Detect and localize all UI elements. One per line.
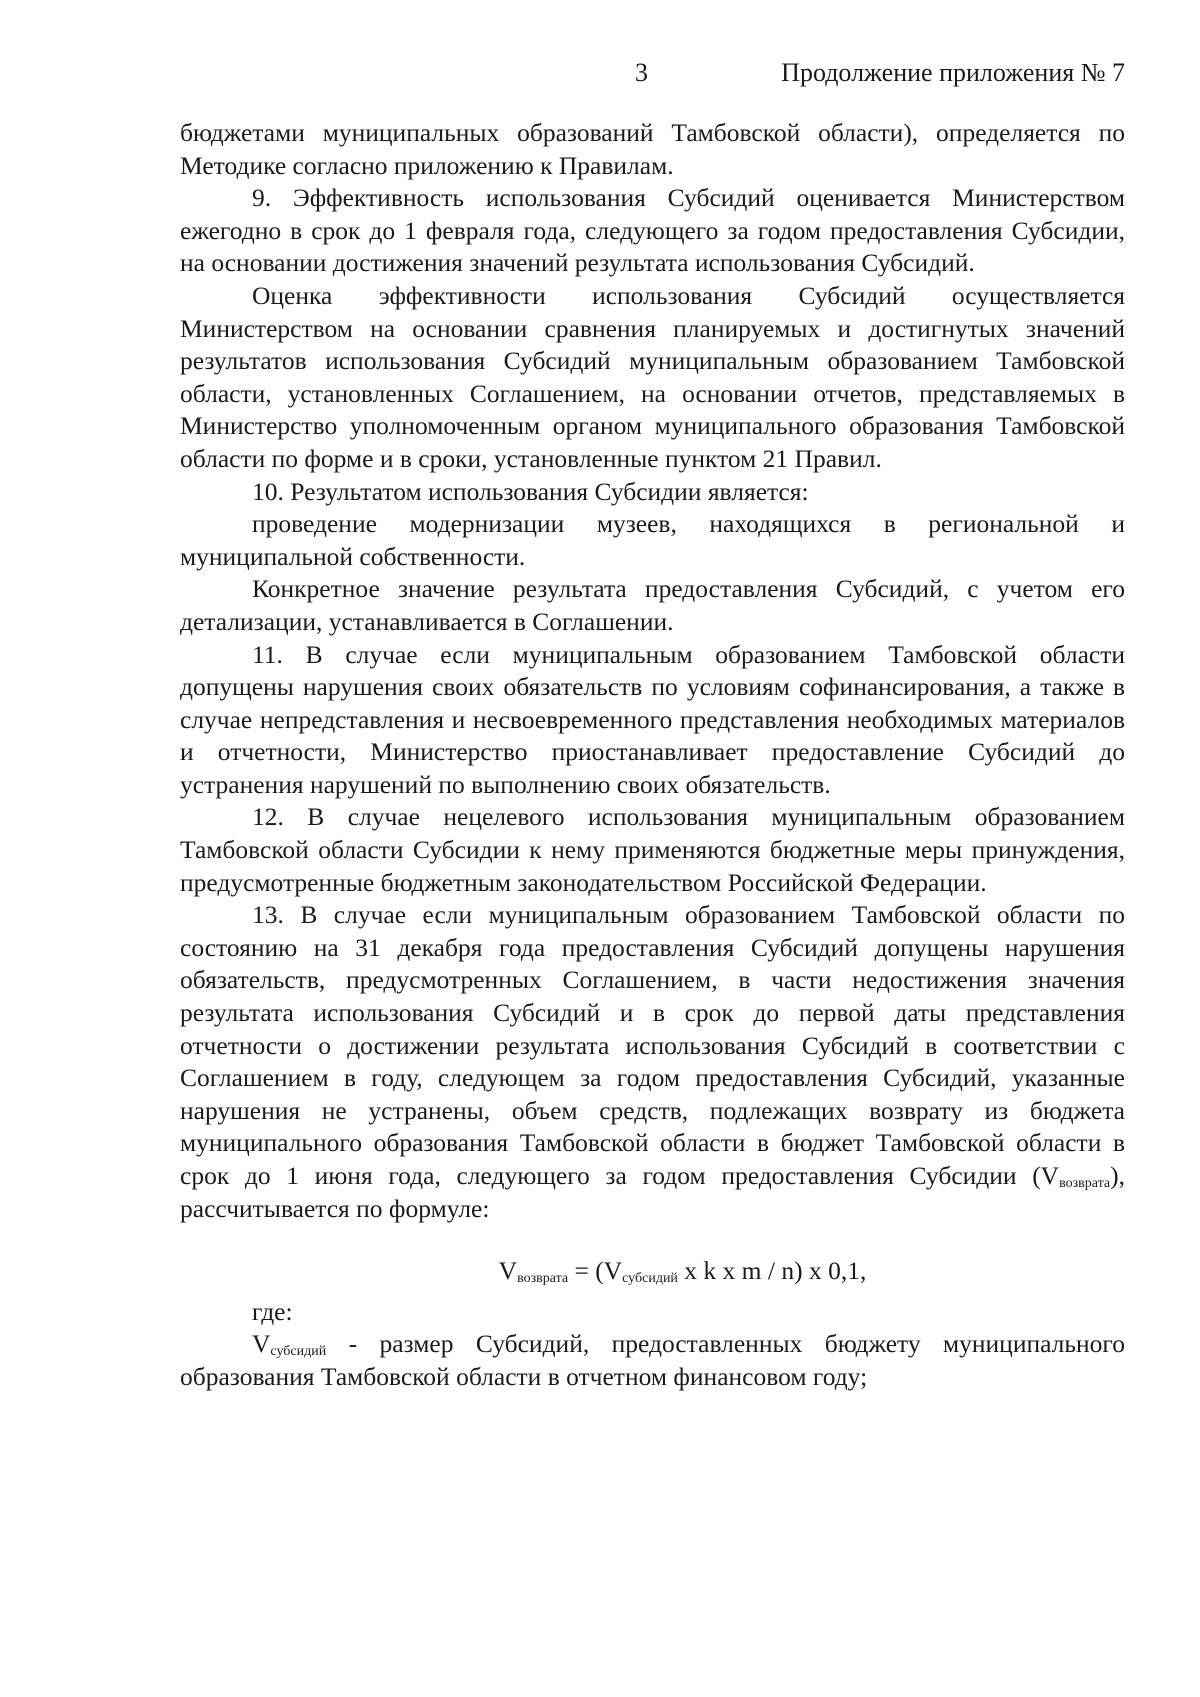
formula-tail: x k x m / n) x 0,1,: [677, 1256, 867, 1286]
definition-v: V: [252, 1329, 271, 1359]
paragraph-continuation: бюджетами муниципальных образований Тамбовской области), определяется по Методике согласно приложению к Правилам.: [180, 118, 1125, 180]
paragraph-item-9: 9. Эффективность использования Субсидий оценивается Министерством ежегодно в срок до 1 февраля года, следующего за годом предоставления Субсидии, на основании достижения значений результата использования Субсидий.: [180, 183, 1125, 278]
paragraph-item-13-text: 13. В случае если муниципальным образованием Тамбовской области по состоянию на 31 декабря года предоставления Субсидий допущены нарушения обязательств, предусмотренных Соглашением, в части недостижения значения результата использования Субсидий и в срок до первой даты представления отчетности о достижении результата использования Субсидий в соответствии с Соглашением в году, следующем за годом предоставления Субсидий, указанные нарушения не устранены, объем средств, подлежащих возврату из бюджета муниципального образования Тамбовской области в бюджет Тамбовской области в срок до 1 июня года, следующего за годом предоставления Субсидии (V: [180, 900, 1125, 1190]
paragraph-specific-value: Конкретное значение результата предоставления Субсидий, с учетом его детализации, устанавливается в Соглашении.: [180, 574, 1125, 636]
paragraph-item-10: 10. Результатом использования Субсидии является:: [252, 476, 809, 506]
paragraph-item-13-end: ), рассчитывается по формуле:: [180, 1161, 1125, 1223]
definition-text: - размер Субсидий, предоставленных бюджету муниципального образования Тамбовской области в отчетном финансовом году;: [180, 1329, 1125, 1391]
paragraph-evaluation: Оценка эффективности использования Субсидий осуществляется Министерством на основании сравнения планируемых и достигнутых значений результатов использования Субсидий муниципальным образованием Тамбовской области, установленных Соглашением, на основании отчетов, представляемых в Министерство уполномоченным органом муниципального образования Тамбовской области по форме и в сроки, установленные пунктом 21 Правил.: [180, 280, 1125, 473]
formula-sub-return: возврата: [517, 1271, 569, 1287]
page-number: 3: [635, 58, 648, 87]
paragraph-modernization: проведение модернизации музеев, находящихся в региональной и муниципальной собственности.: [180, 509, 1125, 571]
subscript-return: возврата: [1059, 1176, 1111, 1191]
paragraph-item-12: 12. В случае нецелевого использования муниципальным образованием Тамбовской области Субсидии к нему применяются бюджетные меры принуждения, предусмотренные бюджетным законодательством Российской Федерации.: [180, 802, 1125, 897]
page-header: [180, 58, 1125, 98]
formula-v: V: [498, 1256, 518, 1286]
formula-equals: = (V: [568, 1256, 623, 1286]
definition-sub-subsidy: субсидий: [270, 1344, 327, 1360]
appendix-continuation-label: Продолжение приложения № 7: [781, 58, 1125, 87]
return-formula: [180, 1255, 1125, 1288]
paragraph-item-11: 11. В случае если муниципальным образованием Тамбовской области допущены нарушения своих обязательств по условиям софинансирования, а также в случае непредставления и несвоевременного представления необходимых материалов и отчетности, Министерство приостанавливает предоставление Субсидий до устранения нарушений по выполнению своих обязательств.: [180, 639, 1125, 799]
document-body: [180, 117, 1125, 1394]
formula-sub-subsidy: субсидий: [622, 1271, 678, 1287]
paragraph-item-13: [180, 899, 1125, 1225]
where-label: где:: [252, 1296, 293, 1326]
definition-v-subsidy: [180, 1328, 1125, 1393]
